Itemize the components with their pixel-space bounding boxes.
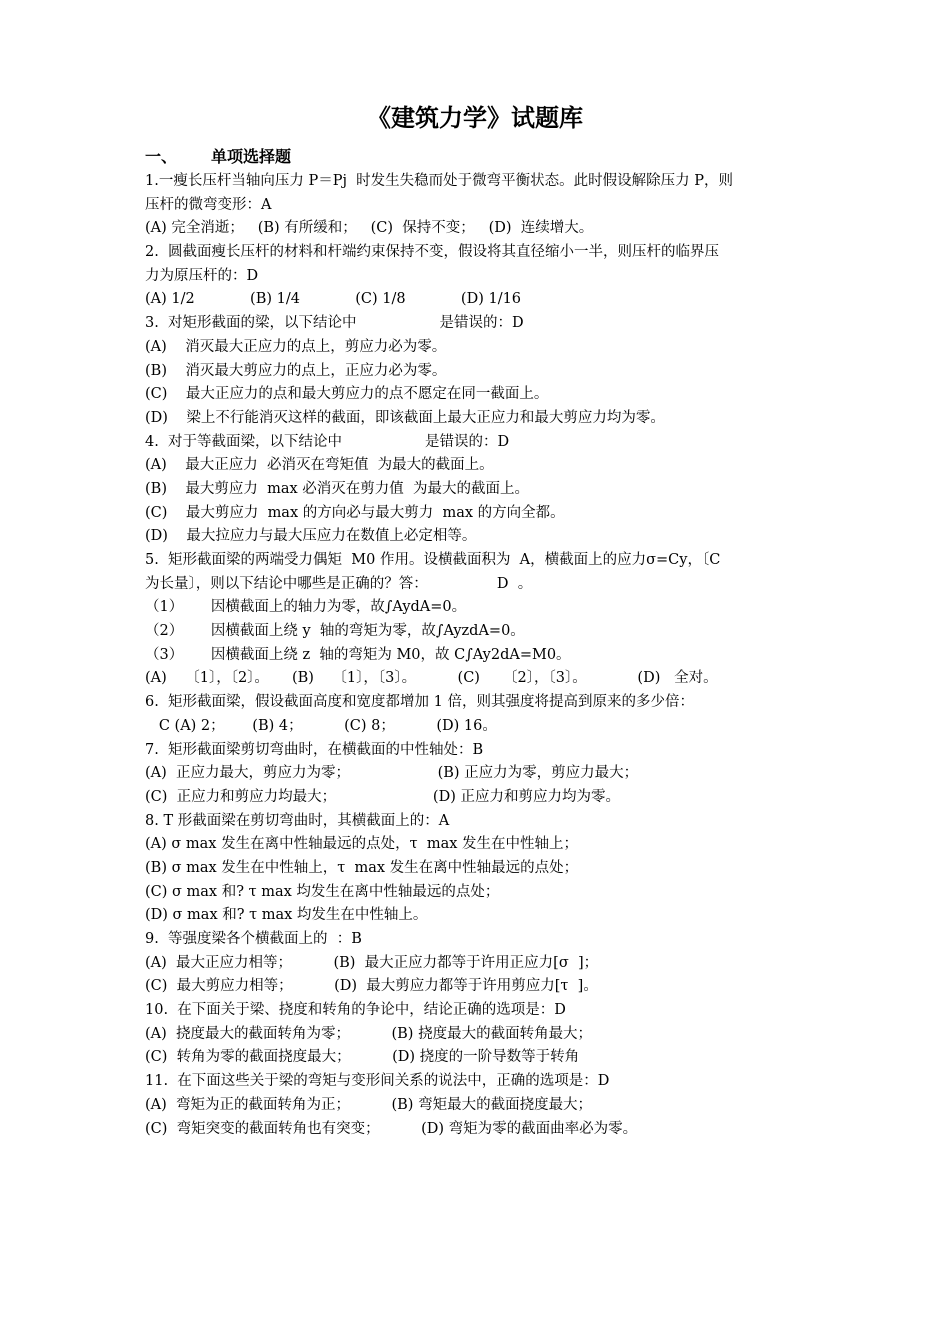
text-line: (A) 挠度最大的截面转角为零； (B) 挠度最大的截面转角最大；	[145, 1025, 593, 1042]
text-line: (A) 〔1〕，〔2〕。 (B) 〔1〕，〔3〕。 (C) 〔2〕，〔3〕。 (D) 全对。	[145, 670, 718, 687]
text-line: (D) σ max 和? τ max 均发生在中性轴上。	[145, 907, 428, 924]
text-line: （3） 因横截面上绕 z 轴的弯矩为 M0，故 C∫Ay2dA=M0。	[145, 646, 571, 663]
text-line: （2） 因横截面上绕 y 轴的弯矩为零，故∫AyzdA=0。	[145, 623, 525, 640]
text-line: (A) 最大正应力 必消灭在弯矩值 为最大的截面上。	[145, 457, 494, 474]
text-line: 1.一瘦长压杆当轴向压力 P＝Pj 时发生失稳而处于微弯平衡状态。此时假设解除压力 P，则	[145, 173, 734, 189]
text-line: (B) 最大剪应力 max 必消灭在剪力值 为最大的截面上。	[145, 480, 530, 497]
text-line: (D) 梁上不行能消灭这样的截面，即该截面上最大正应力和最大剪应力均为零。	[145, 409, 665, 426]
text-line: (C) 正应力和剪应力均最大； (D) 正应力和剪应力均为零。	[145, 788, 620, 805]
text-line: (C) σ max 和? τ max 均发生在离中性轴最远的点处；	[145, 883, 500, 900]
text-line: （1） 因横截面上的轴力为零，故∫AydA=0。	[145, 599, 467, 616]
text-line: (A) 消灭最大正应力的点上，剪应力必为零。	[145, 338, 447, 355]
text-line: (A) 正应力最大，剪应力为零； (B) 正应力为零，剪应力最大；	[145, 765, 639, 782]
text-line: 为长量〕，则以下结论中哪些是正确的？答： D 。	[145, 575, 533, 592]
text-line: 2. 圆截面瘦长压杆的材料和杆端约束保持不变，假设将其直径缩小一半，则压杆的临界压	[145, 244, 720, 261]
text-line: 力为原压杆的：D	[145, 267, 259, 284]
text-line: (C) 最大剪应力相等； (D) 最大剪应力都等于许用剪应力[τ ]。	[145, 978, 598, 995]
text-line: (C) 弯矩突变的截面转角也有突变； (D) 弯矩为零的截面曲率必为零。	[145, 1120, 638, 1137]
text-line: 6. 矩形截面梁，假设截面高度和宽度都增加 1 倍，则其强度将提高到原来的多少倍：	[145, 694, 694, 711]
text-line: 11. 在下面这些关于梁的弯矩与变形间关系的说法中，正确的选项是：D	[145, 1073, 610, 1090]
section-label: 单项选择题	[211, 147, 292, 166]
text-line: 4. 对于等截面梁，以下结论中 是错误的：D	[145, 433, 510, 450]
text-line: (A) 最大正应力相等； (B) 最大正应力都等于许用正应力[σ ]；	[145, 954, 599, 971]
text-line: C (A) 2； (B) 4； (C) 8； (D) 16。	[145, 717, 497, 734]
section-heading	[145, 145, 291, 169]
text-line: 3. 对矩形截面的梁，以下结论中 是错误的：D	[145, 315, 524, 332]
text-line: (C) 最大正应力的点和最大剪应力的点不愿定在同一截面上。	[145, 386, 549, 403]
text-line: 7. 矩形截面梁剪切弯曲时，在横截面的中性轴处：B	[145, 741, 484, 758]
text-line: (B) σ max 发生在中性轴上，τ max 发生在离中性轴最远的点处；	[145, 859, 579, 876]
text-line: (A) 1/2 (B) 1/4 (C) 1/8 (D) 1/16	[145, 291, 522, 308]
text-line: 10. 在下面关于梁、挠度和转角的争论中，结论正确的选项是：D	[145, 1002, 566, 1019]
question-list	[145, 170, 810, 1141]
text-line: (B) 消灭最大剪应力的点上，正应力必为零。	[145, 362, 447, 379]
text-line: (C) 转角为零的截面挠度最大； (D) 挠度的一阶导数等于转角	[145, 1049, 580, 1066]
text-line: 5. 矩形截面梁的两端受力偶矩 M0 作用。设横截面积为 A，横截面上的应力σ=Cy，〔C	[145, 552, 721, 568]
text-line: (C) 最大剪应力 max 的方向必与最大剪力 max 的方向全都。	[145, 504, 565, 521]
text-line: 压杆的微弯变形：A	[145, 196, 272, 213]
text-line: (D) 最大拉应力与最大压应力在数值上必定相等。	[145, 528, 477, 545]
section-number: 一、	[145, 147, 178, 166]
text-line: (A) σ max 发生在离中性轴最远的点处，τ max 发生在中性轴上；	[145, 836, 579, 853]
text-line: (A) 弯矩为正的截面转角为正； (B) 弯矩最大的截面挠度最大；	[145, 1096, 593, 1113]
document-title: 《建筑力学》试题库	[367, 103, 583, 132]
text-line: 9. 等强度梁各个横截面上的 ：B	[145, 931, 362, 947]
text-line: (A) 完全消逝； (B) 有所缓和； (C) 保持不变； (D) 连续增大。	[145, 220, 594, 237]
text-line: 8. T 形截面梁在剪切弯曲时，其横截面上的：A	[145, 812, 450, 829]
